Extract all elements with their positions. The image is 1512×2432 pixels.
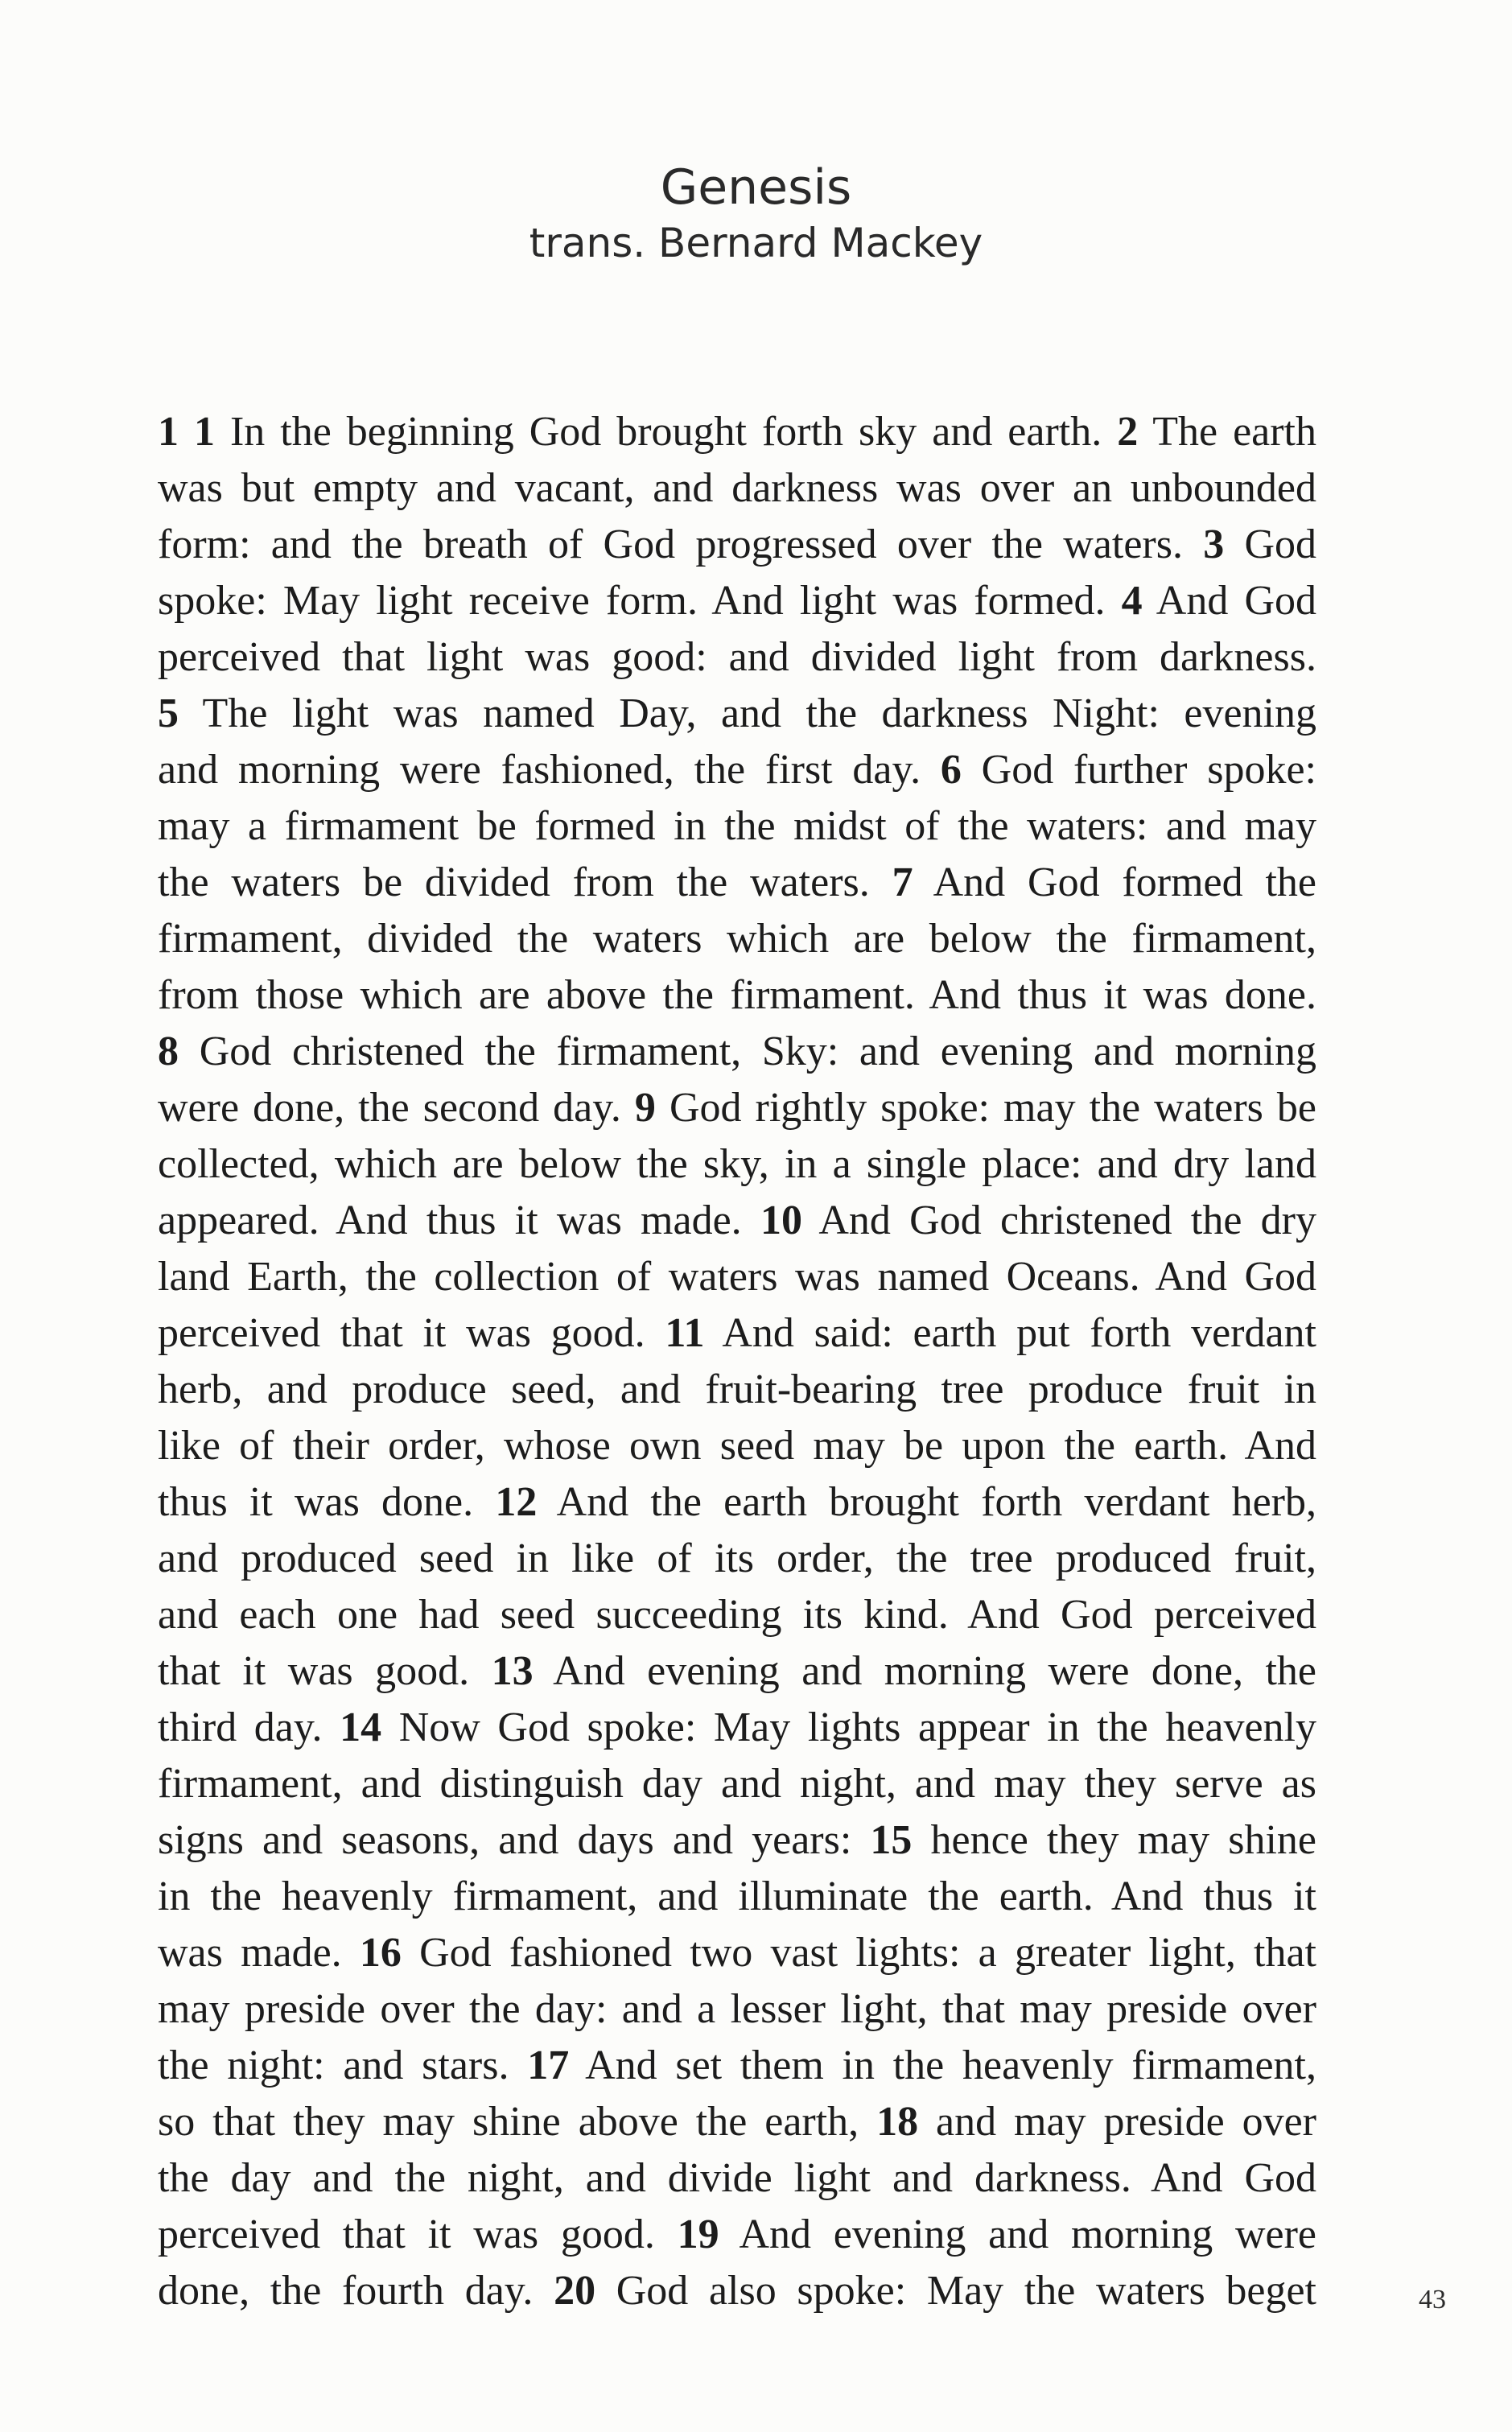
verse-text: And God christened the dry: [801, 1197, 1316, 1243]
verse-number: 19: [677, 2211, 719, 2257]
scripture-text: [158, 404, 1316, 2319]
verse-text: collected, which are below the sky, in a single place: and dry land: [158, 1141, 1316, 1187]
verse-number: 11: [665, 1310, 705, 1356]
verse-text: And God formed the: [913, 859, 1316, 905]
text-line: [158, 1643, 1316, 1700]
text-line: [158, 911, 1316, 967]
text-line: [158, 1587, 1316, 1643]
verse-text: and produced seed in like of its order, the tree produced fruit,: [158, 1535, 1316, 1581]
verse-number: 18: [876, 2099, 919, 2145]
text-line: [158, 629, 1316, 686]
verse-number: 4: [1121, 578, 1143, 624]
text-line: [158, 404, 1316, 460]
page-title: Genesis: [660, 159, 852, 216]
text-line: [158, 2150, 1316, 2207]
verse-text: land Earth, the collection of waters was named Oceans. And God: [158, 1254, 1316, 1300]
verse-text: The earth: [1138, 409, 1316, 455]
verse-text: firmament, divided the waters which are below the firmament,: [158, 916, 1316, 962]
verse-number: 10: [760, 1197, 802, 1243]
verse-text: that it was good.: [158, 1648, 492, 1694]
verse-text: Now God spoke: May lights appear in the heavenly: [381, 1704, 1316, 1750]
text-line: [158, 855, 1316, 911]
verse-number: 9: [634, 1085, 656, 1131]
verse-text: God fashioned two vast lights: a greater light, that: [401, 1930, 1316, 1976]
text-line: [158, 1305, 1316, 1362]
verse-text: And God: [1142, 578, 1316, 624]
verse-text: The light was named Day, and the darkness Night: evening: [179, 690, 1316, 736]
text-line: [158, 1756, 1316, 1812]
verse-text: were done, the second day.: [158, 1085, 635, 1131]
text-line: [158, 460, 1316, 517]
verse-number: 5: [158, 690, 179, 736]
verse-number: 2: [1117, 409, 1139, 455]
verse-text: And said: earth put forth verdant: [704, 1310, 1316, 1356]
text-line: [158, 2094, 1316, 2150]
text-line: [158, 686, 1316, 742]
verse-text: and may preside over: [918, 2099, 1316, 2145]
verse-text: perceived that it was good.: [158, 2211, 678, 2257]
verse-number: 15: [870, 1817, 913, 1863]
verse-text: in the heavenly firmament, and illuminate the earth. And thus it: [158, 1873, 1316, 1919]
verse-text: God christened the firmament, Sky: and evening and morning: [179, 1028, 1316, 1074]
page-number: 43: [1419, 2285, 1446, 2315]
verse-text: spoke: May light receive form. And light was formed.: [158, 578, 1122, 624]
verse-text: signs and seasons, and days and years:: [158, 1817, 871, 1863]
verse-text: thus it was done.: [158, 1479, 496, 1525]
verse-text: from those which are above the firmament. And thus it was done.: [158, 972, 1316, 1018]
verse-text: may preside over the day: and a lesser light, that may preside over: [158, 1986, 1316, 2032]
verse-number: 16: [359, 1930, 402, 1976]
verse-number: 6: [940, 747, 962, 793]
verse-text: like of their order, whose own seed may be upon the earth. And: [158, 1423, 1316, 1469]
verse-number: 14: [340, 1704, 382, 1750]
verse-number: 17: [527, 2042, 570, 2088]
verse-text: And set them in the heavenly firmament,: [569, 2042, 1316, 2088]
verse-text: form: and the breath of God progressed over the waters.: [158, 521, 1204, 567]
text-line: [158, 1925, 1316, 1981]
verse-text: perceived that light was good: and divided light from darkness.: [158, 634, 1316, 680]
verse-text: appeared. And thus it was made.: [158, 1197, 760, 1243]
verse-text: And evening and morning were: [719, 2211, 1316, 2257]
text-line: [158, 1418, 1316, 1474]
verse-number: 13: [491, 1648, 534, 1694]
verse-text: God rightly spoke: may the waters be: [655, 1085, 1316, 1131]
verse-text: and morning were fashioned, the first day.: [158, 747, 941, 793]
verse-number: 20: [554, 2268, 596, 2314]
verse-text: third day.: [158, 1704, 340, 1750]
verse-text: the night: and stars.: [158, 2042, 528, 2088]
text-line: [158, 798, 1316, 855]
text-line: [158, 967, 1316, 1024]
text-line: [158, 1700, 1316, 1756]
text-line: [158, 1981, 1316, 2038]
text-line: [158, 1531, 1316, 1587]
verse-text: may a firmament be formed in the midst of the waters: and may: [158, 803, 1316, 849]
text-line: [158, 2038, 1316, 2094]
verse-text: was but empty and vacant, and darkness was over an unbounded: [158, 465, 1316, 511]
verse-number: 8: [158, 1028, 179, 1074]
text-line: [158, 1193, 1316, 1249]
text-line: [158, 1474, 1316, 1531]
verse-text: God: [1224, 521, 1316, 567]
verse-text: the day and the night, and divide light and darkness. And God: [158, 2155, 1316, 2201]
verse-text: In the beginning God brought forth sky and earth.: [214, 409, 1118, 455]
text-line: [158, 1249, 1316, 1305]
text-line: [158, 1869, 1316, 1925]
text-line: [158, 517, 1316, 573]
verse-text: so that they may shine above the earth,: [158, 2099, 877, 2145]
verse-text: hence they may shine: [912, 1817, 1316, 1863]
text-line: [158, 1136, 1316, 1193]
verse-text: God also spoke: May the waters beget: [595, 2268, 1316, 2314]
verse-number: 1 1: [158, 409, 215, 455]
translator-credit: trans. Bernard Mackey: [529, 220, 983, 266]
text-line: [158, 1362, 1316, 1418]
text-line: [158, 742, 1316, 798]
verse-text: was made.: [158, 1930, 360, 1976]
verse-text: God further spoke:: [961, 747, 1316, 793]
verse-number: 3: [1203, 521, 1225, 567]
verse-text: done, the fourth day.: [158, 2268, 554, 2314]
verse-text: and each one had seed succeeding its kind. And God perceived: [158, 1592, 1316, 1638]
text-line: [158, 2263, 1316, 2319]
text-line: [158, 573, 1316, 629]
verse-text: herb, and produce seed, and fruit-bearing tree produce fruit in: [158, 1366, 1316, 1412]
text-line: [158, 1024, 1316, 1080]
text-line: [158, 2207, 1316, 2263]
verse-text: perceived that it was good.: [158, 1310, 665, 1356]
verse-text: And evening and morning were done, the: [533, 1648, 1316, 1694]
verse-text: firmament, and distinguish day and night, and may they serve as: [158, 1761, 1316, 1807]
verse-number: 7: [892, 859, 913, 905]
verse-number: 12: [495, 1479, 538, 1525]
verse-text: the waters be divided from the waters.: [158, 859, 892, 905]
verse-text: And the earth brought forth verdant herb,: [537, 1479, 1316, 1525]
text-line: [158, 1812, 1316, 1869]
text-line: [158, 1080, 1316, 1136]
